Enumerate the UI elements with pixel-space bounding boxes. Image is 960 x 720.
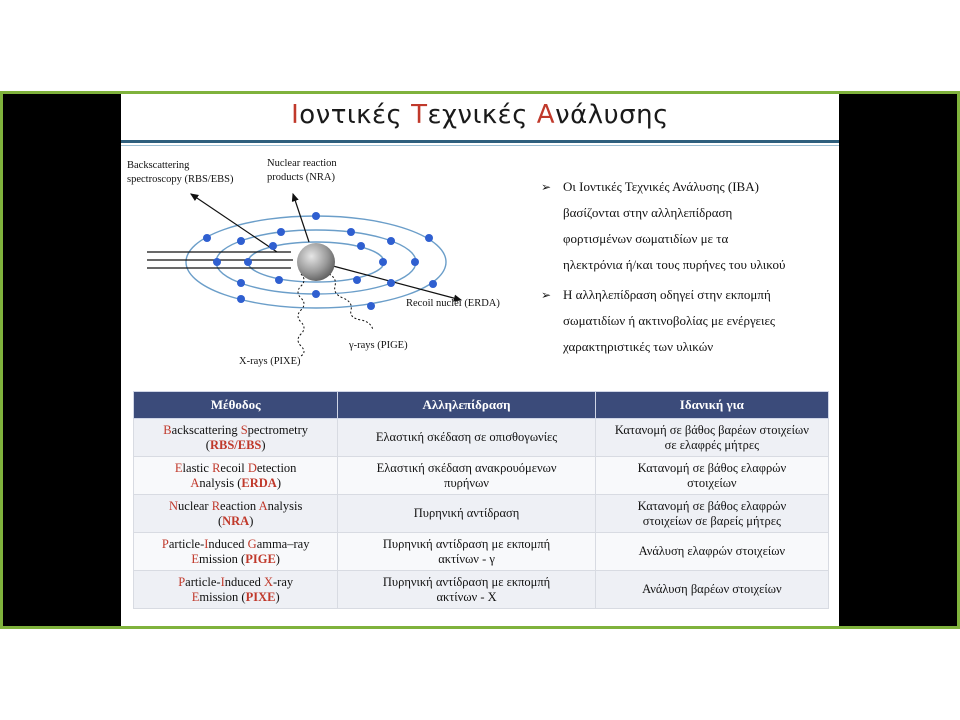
method-initial: S [240, 422, 248, 437]
cell-ideal [595, 571, 828, 609]
method-text: ) [275, 589, 280, 604]
bullet-line: ηλεκτρόνια ή/και τους πυρήνες του υλικού [563, 257, 786, 272]
label-pige: γ-rays (PIGE) [349, 340, 408, 351]
cell-line: Πυρηνική αντίδραση με εκπομπή [382, 574, 551, 589]
table-header-row [134, 392, 829, 419]
pixe-wave [298, 274, 304, 356]
cell-line: ακτίνων - γ [438, 551, 495, 566]
label-erda: Recoil nuclei (ERDA) [406, 298, 500, 309]
method-initial: G [247, 536, 257, 551]
table-row [134, 533, 829, 571]
method-abbreviation: NRA [222, 513, 250, 528]
cell-line: Κατανομή σε βάθος ελαφρών [637, 498, 787, 513]
method-initial: A [258, 498, 268, 513]
pige-wave [329, 274, 373, 330]
method-initial: D [247, 460, 257, 475]
column-header-interaction: Αλληλεπίδραση [338, 392, 595, 419]
table-row [134, 495, 829, 533]
method-line [138, 499, 333, 514]
method-line [138, 438, 333, 453]
method-line [138, 514, 333, 529]
cell-interaction [338, 419, 595, 457]
method-text: eaction [220, 498, 259, 513]
bullet-item [539, 174, 831, 278]
method-text: article- [185, 574, 221, 589]
label-rbs-line2: spectroscopy (RBS/EBS) [127, 174, 234, 185]
cell-line: σε ελαφρές μήτρες [664, 437, 760, 452]
title-divider-thin [121, 145, 839, 146]
method-initial: P [178, 574, 186, 589]
title-word-rest: οντικές [299, 100, 412, 130]
method-text: ) [275, 551, 280, 566]
method-initial: R [212, 460, 221, 475]
method-text: ( [205, 437, 210, 452]
cell-interaction [338, 457, 595, 495]
method-line [138, 461, 333, 476]
bullet-line: χαρακτηριστικές των υλικών [563, 339, 714, 354]
label-nra-line2: products (NRA) [267, 172, 335, 183]
title-word-2 [411, 100, 537, 130]
method-initial: A [190, 475, 200, 490]
method-text: etection [256, 460, 297, 475]
cell-line: Ελαστική σκέδαση ανακρουόμενων [376, 460, 557, 475]
bullet-line: βασίζονται στην αλληλεπίδραση [563, 205, 733, 220]
cell-method [134, 457, 338, 495]
electron [347, 228, 355, 236]
cell-line: Κατανομή σε βάθος βαρέων στοιχείων [614, 422, 809, 437]
method-initial: E [174, 460, 183, 475]
cell-ideal [595, 533, 828, 571]
bullet-item [539, 282, 831, 360]
title-word-1 [291, 100, 411, 130]
label-nra-line1: Nuclear reaction [267, 158, 337, 169]
electron [353, 276, 361, 284]
method-line [138, 575, 333, 590]
cell-line: στοιχείων [687, 475, 737, 490]
method-text: ecoil [220, 460, 248, 475]
methods-table [133, 391, 829, 609]
cell-interaction [338, 495, 595, 533]
cell-method [134, 419, 338, 457]
method-text: ) [261, 437, 266, 452]
method-text: lastic [182, 460, 213, 475]
table-body [134, 419, 829, 609]
electron [244, 258, 252, 266]
arrow-bullet-icon: ➢ [541, 288, 552, 302]
cell-ideal [595, 457, 828, 495]
slide-title [121, 94, 839, 136]
column-header-method: Μέθοδος [134, 392, 338, 419]
cell-method [134, 533, 338, 571]
cell-line: Πυρηνική αντίδραση με εκπομπή [382, 536, 551, 551]
table-row [134, 419, 829, 457]
method-initial: I [220, 574, 225, 589]
method-text: nduced [208, 536, 248, 551]
method-line [138, 476, 333, 491]
method-initial: P [161, 536, 169, 551]
method-initial: B [163, 422, 172, 437]
method-text: ackscattering [171, 422, 241, 437]
bullet-line: σωματιδίων ή ακτινοβολίας με ενέργειες [563, 313, 776, 328]
method-line [138, 590, 333, 605]
electron [429, 280, 437, 288]
method-text: ) [276, 475, 281, 490]
electron [312, 290, 320, 298]
cell-line: Κατανομή σε βάθος ελαφρών [637, 460, 787, 475]
method-line [138, 537, 333, 552]
method-abbreviation: RBS/EBS [209, 437, 262, 452]
electron [379, 258, 387, 266]
method-initial: R [211, 498, 221, 513]
electron [277, 228, 285, 236]
electron [312, 212, 320, 220]
method-text: ) [249, 513, 254, 528]
method-initial: N [169, 498, 179, 513]
electron [237, 279, 245, 287]
label-pixe: X-rays (PIXE) [239, 356, 301, 367]
cell-line: Ανάλυση βαρέων στοιχείων [642, 582, 782, 596]
electron [237, 295, 245, 303]
method-text: mission ( [199, 551, 246, 566]
method-text: nalysis ( [199, 475, 242, 490]
method-text: pectrometry [247, 422, 309, 437]
cell-method [134, 495, 338, 533]
column-header-ideal: Ιδανική για [595, 392, 828, 419]
method-abbreviation: PIGE [245, 551, 276, 566]
title-word-rest: νάλυσης [555, 100, 669, 130]
electron [237, 237, 245, 245]
electron [387, 279, 395, 287]
bullet-list [539, 174, 831, 364]
electron [275, 276, 283, 284]
bullet-line: φορτισμένων σωματιδίων με τα [563, 231, 729, 246]
electron [269, 242, 277, 250]
method-text: nalysis [267, 498, 303, 513]
label-rbs-line1: Backscattering [127, 160, 190, 171]
nra-arrow [293, 194, 309, 242]
method-line [138, 423, 333, 438]
bullet-line: Η αλληλεπίδραση οδηγεί στην εκπομπή [563, 287, 771, 302]
electron [203, 234, 211, 242]
nucleus [297, 243, 335, 281]
method-initial: X [263, 574, 273, 589]
method-initial: E [191, 551, 200, 566]
electron [387, 237, 395, 245]
cell-ideal [595, 419, 828, 457]
slide [121, 94, 839, 626]
title-word-rest: εχνικές [427, 100, 537, 130]
method-initial: I [204, 536, 209, 551]
electron [367, 302, 375, 310]
method-text: nduced [224, 574, 264, 589]
method-text: uclear [178, 498, 212, 513]
cell-interaction [338, 571, 595, 609]
method-text: mission ( [199, 589, 246, 604]
iba-diagram [121, 154, 531, 384]
table-row [134, 457, 829, 495]
method-abbreviation: PIXE [245, 589, 276, 604]
cell-line: ακτίνων - Χ [436, 589, 497, 604]
cell-line: Πυρηνική αντίδραση [413, 506, 520, 520]
method-line [138, 552, 333, 567]
cell-line: Ελαστική σκέδαση σε οπισθογωνίες [375, 430, 558, 444]
cell-line: Ανάλυση ελαφρών στοιχείων [638, 544, 786, 558]
arrow-bullet-icon: ➢ [541, 180, 552, 194]
electron [411, 258, 419, 266]
cell-ideal [595, 495, 828, 533]
method-initial: E [191, 589, 200, 604]
title-initial: Ι [291, 100, 300, 130]
table-row [134, 571, 829, 609]
cell-interaction [338, 533, 595, 571]
erda-arrow [333, 266, 461, 300]
method-text: -ray [273, 574, 294, 589]
title-initial: Α [536, 100, 556, 130]
title-initial: Τ [411, 100, 428, 130]
title-word-3 [537, 100, 669, 130]
electron [213, 258, 221, 266]
electron [425, 234, 433, 242]
method-abbreviation: ERDA [241, 475, 277, 490]
electron [357, 242, 365, 250]
title-divider [121, 140, 839, 143]
method-text: amma–ray [256, 536, 310, 551]
method-text: article- [168, 536, 205, 551]
cell-line: στοιχείων σε βαρείς μήτρες [642, 513, 781, 528]
method-text: ( [217, 513, 223, 528]
cell-method [134, 571, 338, 609]
cell-line: πυρήνων [444, 475, 489, 490]
bullet-line: Οι Ιοντικές Τεχνικές Ανάλυσης (IBA) [563, 179, 759, 194]
